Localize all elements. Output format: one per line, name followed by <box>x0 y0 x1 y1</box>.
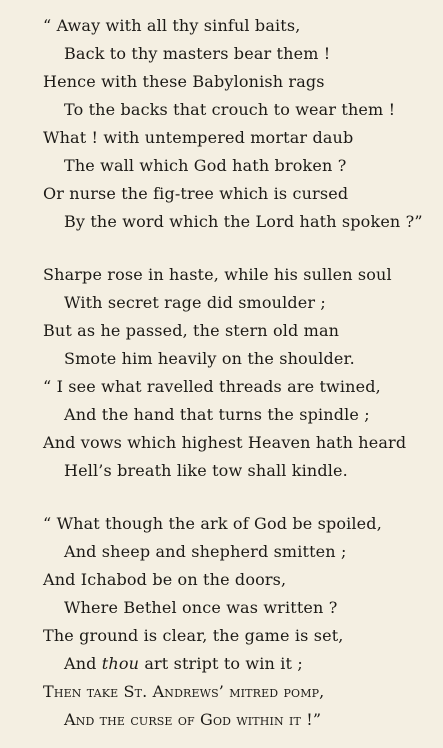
line-text-roman: art stript to win it ; <box>139 654 303 673</box>
poem-line: Or nurse the fig-tree which is cursed <box>43 184 349 203</box>
poem-line: The wall which God hath broken ? <box>64 156 347 175</box>
line-text-italic: thou <box>101 654 140 673</box>
stanza-3 <box>0 510 443 734</box>
poem-line <box>0 650 443 678</box>
poem-line: The ground is clear, the game is set, <box>43 626 344 645</box>
poem-line: But as he passed, the stern old man <box>43 321 340 340</box>
poem-line: Then take St. Andrews’ mitred pomp, <box>43 682 325 701</box>
poem-line: What ! with untempered mortar daub <box>43 128 354 147</box>
poem-line: “ What though the ark of God be spoiled, <box>43 514 382 533</box>
stanza-2 <box>0 261 443 485</box>
poem-line: By the word which the Lord hath spoken ?” <box>64 212 423 231</box>
poem-line: And the hand that turns the spindle ; <box>64 405 370 424</box>
line-text-roman: And <box>64 654 102 673</box>
poem-line: With secret rage did smoulder ; <box>64 293 326 312</box>
poem-line: Sharpe rose in haste, while his sullen soul <box>43 265 392 284</box>
poem-line: Hence with these Babylonish rags <box>43 72 325 91</box>
poem-line: And vows which highest Heaven hath heard <box>43 433 407 452</box>
poem-line: “ I see what ravelled threads are twined, <box>43 377 381 396</box>
poem-line: To the backs that crouch to wear them ! <box>64 100 396 119</box>
poem-line: Smote him heavily on the shoulder. <box>64 349 355 368</box>
poem-line: And Ichabod be on the doors, <box>43 570 287 589</box>
poem-line: Where Bethel once was written ? <box>64 598 338 617</box>
poem-line: Hell’s breath like tow shall kindle. <box>64 461 348 480</box>
poem <box>0 12 443 734</box>
poem-line: And the curse of God within it !” <box>64 710 322 729</box>
poem-line: And sheep and shepherd smitten ; <box>64 542 347 561</box>
stanza-1 <box>0 12 443 236</box>
poem-line: Back to thy masters bear them ! <box>64 44 331 63</box>
poem-line: “ Away with all thy sinful baits, <box>43 16 301 35</box>
